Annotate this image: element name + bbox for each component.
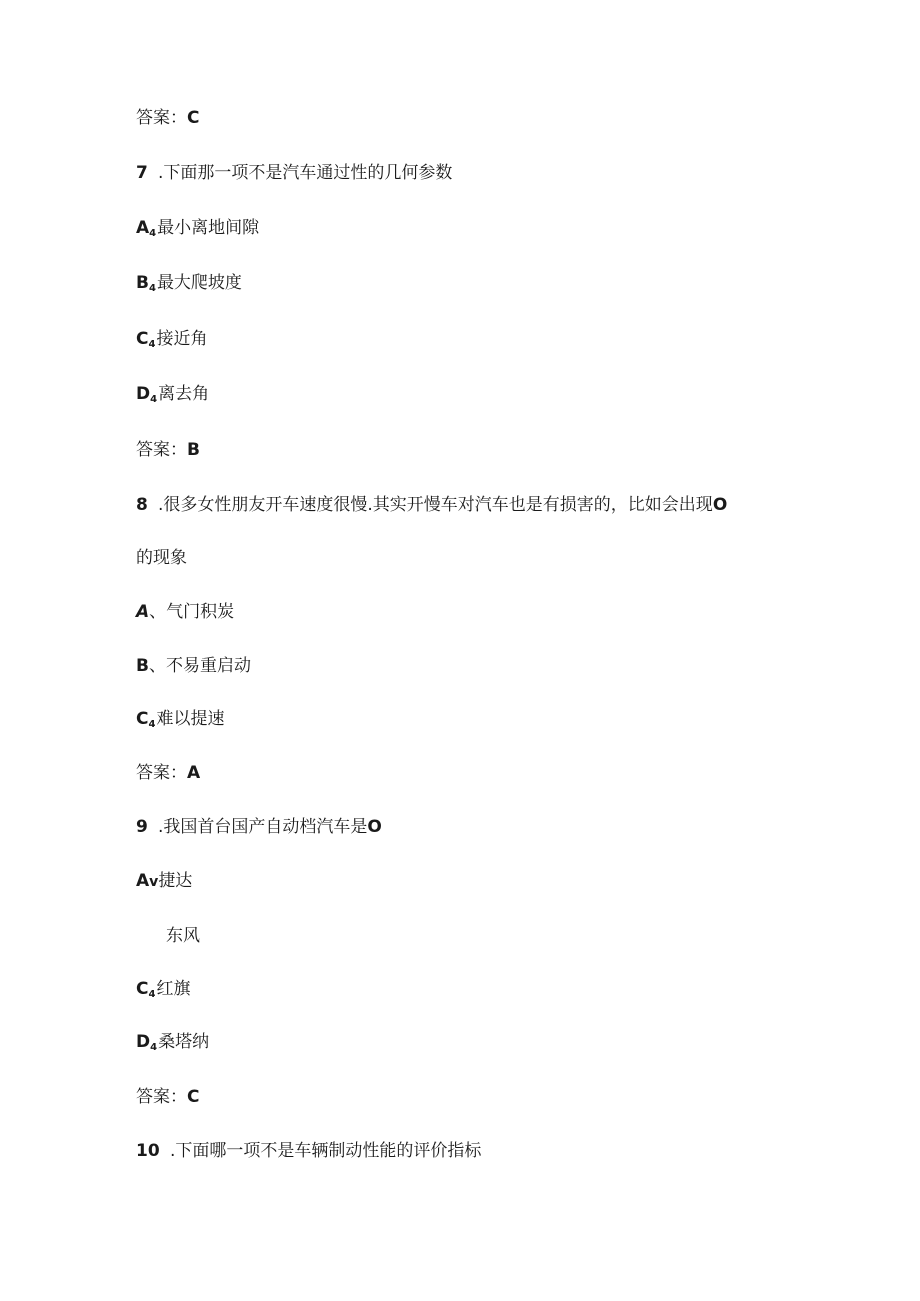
- question-number: 8: [136, 495, 148, 515]
- option-letter: C: [136, 979, 149, 999]
- question-10: [136, 1140, 481, 1162]
- option-subscript: 4: [148, 989, 156, 1000]
- option-text: 接近角: [156, 329, 208, 349]
- option-letter: C: [136, 329, 149, 349]
- question-8-continued: [136, 547, 187, 569]
- option-text: 难以提速: [156, 709, 225, 729]
- answer-label: 答案：: [136, 763, 187, 783]
- answer-value: C: [187, 1087, 200, 1107]
- answer-value: C: [187, 108, 200, 128]
- option-letter: A: [136, 871, 150, 891]
- option-letter: A: [136, 218, 150, 238]
- option-letter: B: [136, 656, 149, 676]
- option-letter: B: [136, 273, 149, 293]
- answer-line: [136, 107, 199, 129]
- question-text: .下面那一项不是汽车通过性的几何参数: [158, 163, 453, 183]
- option-text: 捷达: [158, 871, 193, 891]
- option-letter: A: [136, 602, 150, 622]
- option-b: [166, 925, 200, 947]
- option-a: [136, 870, 192, 893]
- option-c: [136, 708, 224, 736]
- option-subscript: 4: [148, 283, 156, 294]
- option-subscript: 4: [148, 719, 156, 730]
- question-number: 9: [136, 817, 148, 837]
- option-b: [136, 655, 251, 677]
- option-subscript: 4: [149, 228, 157, 239]
- question-text: .下面哪一项不是车辆制动性能的评价指标: [170, 1141, 482, 1161]
- option-text: 红旗: [156, 979, 191, 999]
- answer-line: [136, 1086, 199, 1108]
- option-letter: C: [136, 709, 149, 729]
- option-text: 、不易重启动: [148, 656, 251, 676]
- question-9: [136, 816, 382, 838]
- option-text: 最小离地间隙: [157, 218, 260, 238]
- question-text: .很多女性朋友开车速度很慢.其实开慢车对汽车也是有损害的，比如会出现: [158, 495, 713, 515]
- option-d: [136, 383, 209, 411]
- question-number: 7: [136, 163, 148, 183]
- option-subscript: 4: [150, 394, 158, 405]
- answer-line: [136, 762, 200, 784]
- option-letter: D: [136, 384, 151, 404]
- question-text: .我国首台国产自动档汽车是: [158, 817, 368, 837]
- option-letter: D: [136, 1032, 151, 1052]
- option-subscript: 4: [150, 1042, 158, 1053]
- question-7: [136, 162, 452, 184]
- option-text: 东风: [166, 926, 200, 946]
- option-text: 桑塔纳: [158, 1032, 210, 1052]
- answer-label: 答案：: [136, 1087, 187, 1107]
- option-text: 离去角: [158, 384, 210, 404]
- option-c: [136, 328, 207, 356]
- option-subscript: v: [149, 874, 159, 890]
- question-8: [136, 494, 727, 516]
- option-b: [136, 272, 242, 300]
- answer-label: 答案：: [136, 108, 187, 128]
- question-number: 10: [136, 1141, 160, 1161]
- answer-value: A: [187, 763, 201, 783]
- answer-label: 答案：: [136, 440, 187, 460]
- question-text: 的现象: [136, 548, 187, 568]
- option-c: [136, 978, 190, 1006]
- option-text: 、气门积炭: [149, 602, 235, 622]
- option-a: [136, 217, 259, 245]
- blank-mark: O: [712, 495, 728, 515]
- answer-value: B: [187, 440, 200, 460]
- blank-mark: O: [367, 817, 382, 837]
- option-subscript: 4: [148, 339, 156, 350]
- option-a: [136, 601, 234, 623]
- option-text: 最大爬坡度: [156, 273, 242, 293]
- answer-line: [136, 439, 200, 461]
- option-d: [136, 1031, 209, 1059]
